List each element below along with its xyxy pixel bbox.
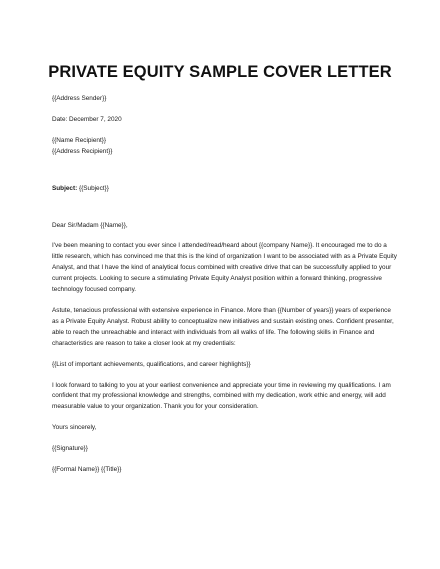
recipient-address: {{Address Recipient}} — [52, 147, 113, 155]
subject-label: Subject: — [52, 184, 78, 192]
recipient-name: {{Name Recipient}} — [52, 136, 107, 144]
paragraph-closing: I look forward to talking to you at your earliest convenience and appreciate your time in reviewing my qualifications. I am confident that my professional knowledge and strengths, combined with my dedication, work ethic and energy, will add measurable value to your organization. Thank you for your consideration. — [52, 381, 391, 411]
formal-name-title: {{Formal Name}} {{Title}} — [52, 466, 122, 474]
paragraph-achievements: {{List of important achievements, qualifications, and career highlights}} — [52, 360, 251, 368]
signature: {{Signature}} — [52, 445, 88, 453]
subject-line — [52, 184, 397, 195]
salutation: Dear Sir/Madam {{Name}}, — [52, 221, 128, 229]
paragraph-intro: I've been meaning to contact you ever since I attended/read/heard about {{company Name}}. It encouraged me to do a little research, which has convinced me that this is the kind of organization I want to be associated with as a Private Equity Analyst, and that I have the kind of analytical focus combined with creative drive that can be successfully applied to your current projects. Looking to secure a stimulating Private Equity Analyst position within a forward thinking, progressive technology focused company. — [52, 242, 397, 294]
closing-phrase: Yours sincerely, — [52, 424, 97, 432]
subject-value: {{Subject}} — [77, 184, 109, 192]
letter-date: Date: December 7, 2020 — [52, 115, 122, 123]
letter-body — [52, 94, 397, 476]
sender-address: {{Address Sender}} — [52, 95, 107, 102]
paragraph-experience: Astute, tenacious professional with extensive experience in Finance. More than {{Number of years}} years of experience as a Private Equity Analyst. Robust ability to conceptualize new initiatives and sustain existing ones. Confident presenter, able to reach the unreachable and interact with individuals from all walks of life. The following skills in Finance and characteristics are reason to take a closer look at my credentials: — [52, 306, 394, 347]
document-title: PRIVATE EQUITY SAMPLE COVER LETTER — [48, 63, 392, 81]
